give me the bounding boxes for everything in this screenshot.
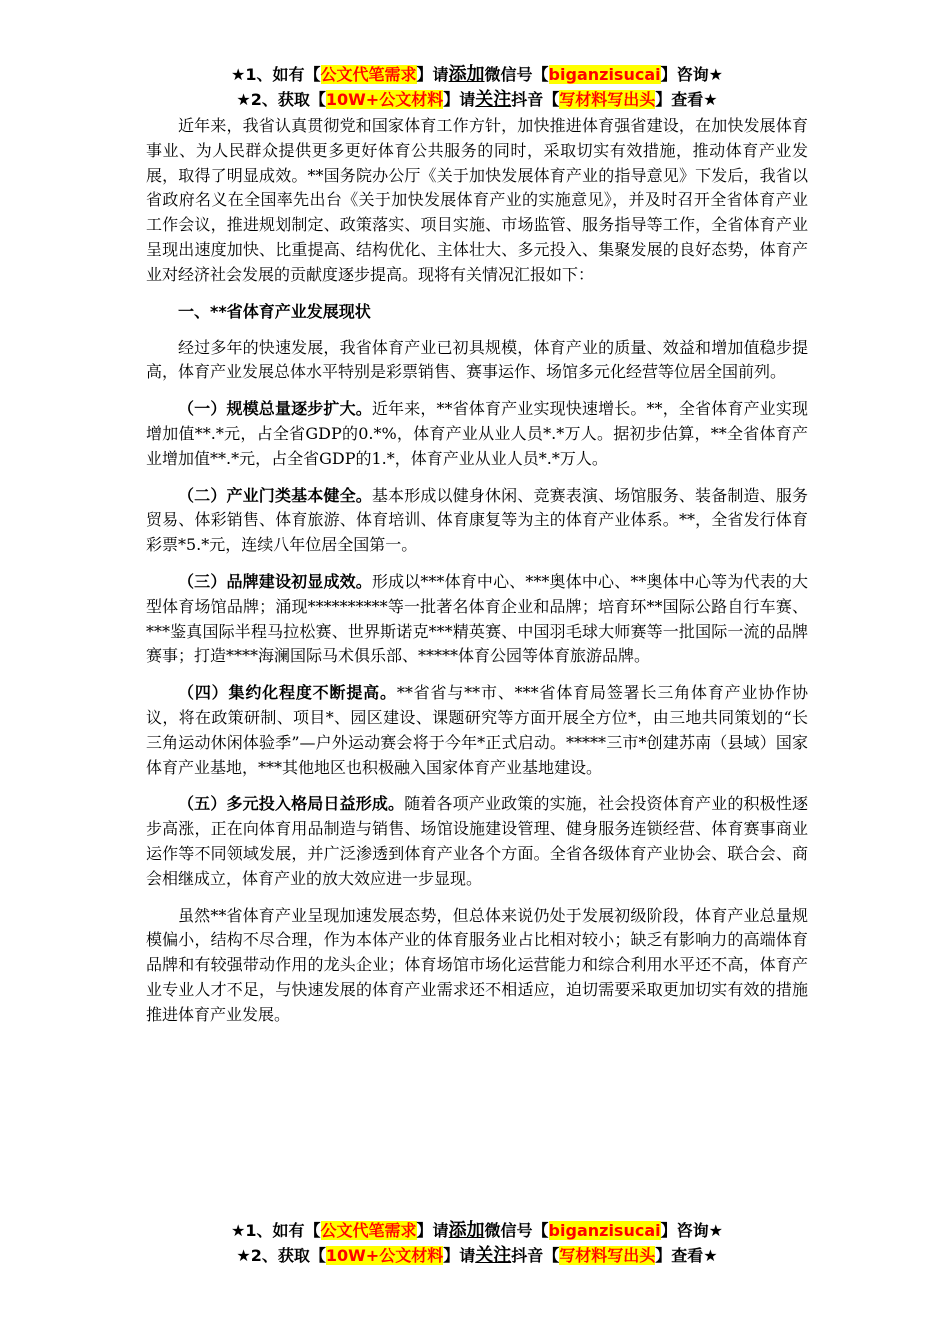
item-paragraph-4 — [146, 681, 808, 780]
ad-emphasis: 关注 — [475, 1245, 512, 1266]
ad-text: ★2、获取【 — [236, 90, 326, 109]
conclusion-paragraph: 虽然**省体育产业呈现加速发展态势，但总体来说仍处于发展初级阶段，体育产业总量规模偏小，结构不尽合理，作为本体产业的体育服务业占比相对较小；缺乏有影响力的高端体育品牌和有较强带动作用的龙头企业；体育场馆市场化运营能力和综合利用水平还不高，体育产业专业人才不足，与快速发展的体育产业需求还不相适应，迫切需要采取更加切实有效的措施推进体育产业发展。 — [146, 905, 808, 1024]
ad-emphasis: 添加 — [448, 64, 485, 85]
ad-text: 抖音【 — [511, 90, 560, 109]
ad-highlight-wechat-id: biganzisucai — [548, 1221, 661, 1240]
ad-text: ★2、获取【 — [236, 1246, 326, 1265]
ad-text: ★1、如有【 — [231, 65, 321, 84]
ad-highlight-materials: 10W+公文材料 — [325, 1246, 444, 1265]
ad-text: 】请 — [443, 1246, 476, 1265]
section-heading: 一、**省体育产业发展现状 — [178, 301, 371, 321]
ad-highlight-service: 公文代笔需求 — [320, 1221, 417, 1240]
ad-text: 】请 — [443, 90, 476, 109]
ad-highlight-douyin: 写材料写出头 — [559, 1246, 656, 1265]
ad-text: 微信号【 — [484, 65, 549, 84]
ad-text: 微信号【 — [484, 1221, 549, 1240]
item-text: 基本形成以健身休闲、竞赛表演、场馆服务、装备制造、服务贸易、体彩销售、体育旅游、体育培训、体育康复等为主的体育产业体系。**，全省发行体育彩票*5.*元，连续八年位居全国第一。 — [146, 485, 808, 555]
ad-highlight-service: 公文代笔需求 — [320, 65, 417, 84]
item-title: （一）规模总量逐步扩大。 — [178, 399, 372, 419]
item-text: 随着各项产业政策的实施，社会投资体育产业的积极性逐步高涨，正在向体育用品制造与销售、场馆设施建设管理、健身服务连锁经营、体育赛事商业运作等不同领域发展，并广泛渗透到体育产业各个方面。全省各级体育产业协会、联合会、商会相继成立，体育产业的放大效应进一步显现。 — [146, 794, 808, 888]
ad-text: 】查看★ — [655, 90, 718, 109]
item-text: 形成以***体育中心、***奥体中心、**奥体中心等为代表的大型体育场馆品牌；涌现**********等一批著名体育企业和品牌；培育环**国际公路自行车赛、***鉴真国际半程马拉松赛、世界斯诺克***精英赛、中国羽毛球大师赛等一批国际一流的品牌赛事；打造****海澜国际马术俱乐部、*****体育公园等体育旅游品牌。 — [146, 571, 808, 666]
top-ad-line-2 — [146, 87, 808, 112]
bottom-ad-line-1 — [146, 1218, 808, 1243]
section-intro-paragraph: 经过多年的快速发展，我省体育产业已初具规模，体育产业的质量、效益和增加值稳步提高，体育产业发展总体水平特别是彩票销售、赛事运作、场馆多元化经营等位居全国前列。 — [146, 337, 808, 382]
ad-text: ★1、如有【 — [231, 1221, 321, 1240]
ad-emphasis: 关注 — [475, 89, 512, 110]
ad-text: 】请 — [416, 65, 449, 84]
item-paragraph-1 — [146, 397, 808, 471]
item-paragraph-3 — [146, 570, 808, 669]
item-title: （四）集约化程度不断提高。 — [178, 683, 397, 703]
ad-highlight-douyin: 写材料写出头 — [559, 90, 656, 109]
item-text: 近年来，**省体育产业实现快速增长。**，全省体育产业实现增加值**.*元，占全省GDP的0.*%，体育产业从业人员*.*万人。据初步估算，**全省体育产业增加值**.*元，占全省GDP的1.*，体育产业从业人员*.*万人。 — [146, 399, 808, 468]
bottom-ad-line-2 — [146, 1243, 808, 1268]
item-title: （三）品牌建设初显成效。 — [178, 571, 372, 591]
intro-paragraph: 近年来，我省认真贯彻党和国家体育工作方针，加快推进体育强省建设，在加快发展体育事业、为人民群众提供更多更好体育公共服务的同时，采取切实有效措施，推动体育产业发展，取得了明显成效。**国务院办公厅《关于加快发展体育产业的指导意见》下发后，我省以省政府名义在全国率先出台《关于加快发展体育产业的实施意见》，并及时召开全省体育产业工作会议，推进规划制定、政策落实、项目实施、市场监管、服务指导等工作，全省体育产业呈现出速度加快、比重提高、结构优化、主体壮大、多元投入、集聚发展的良好态势，体育产业对经济社会发展的贡献度逐步提高。现将有关情况汇报如下： — [146, 116, 808, 284]
top-ad-line-1 — [146, 62, 808, 87]
ad-highlight-materials: 10W+公文材料 — [325, 90, 444, 109]
item-text: **省省与**市、***省体育局签署长三角体育产业协作协议，将在政策研制、项目*、园区建设、课题研究等方面开展全方位*，由三地共同策划的“长三角运动休闲体验季”—户外运动赛会将于今年*正式启动。*****三市*创建苏南（县域）国家体育产业基地，***其他地区也积极融入国家体育产业基地建设。 — [146, 683, 808, 777]
ad-text: 】查看★ — [655, 1246, 718, 1265]
ad-highlight-wechat-id: biganzisucai — [548, 65, 661, 84]
document-page — [146, 62, 808, 1028]
ad-text: 抖音【 — [511, 1246, 560, 1265]
item-title: （二）产业门类基本健全。 — [178, 485, 372, 505]
ad-text: 】请 — [416, 1221, 449, 1240]
ad-emphasis: 添加 — [448, 1220, 485, 1241]
ad-text: 】咨询★ — [660, 65, 723, 84]
item-paragraph-2 — [146, 484, 808, 558]
bottom-ad — [146, 1218, 808, 1268]
item-title: （五）多元投入格局日益形成。 — [178, 794, 405, 814]
item-paragraph-5 — [146, 792, 808, 891]
ad-text: 】咨询★ — [660, 1221, 723, 1240]
